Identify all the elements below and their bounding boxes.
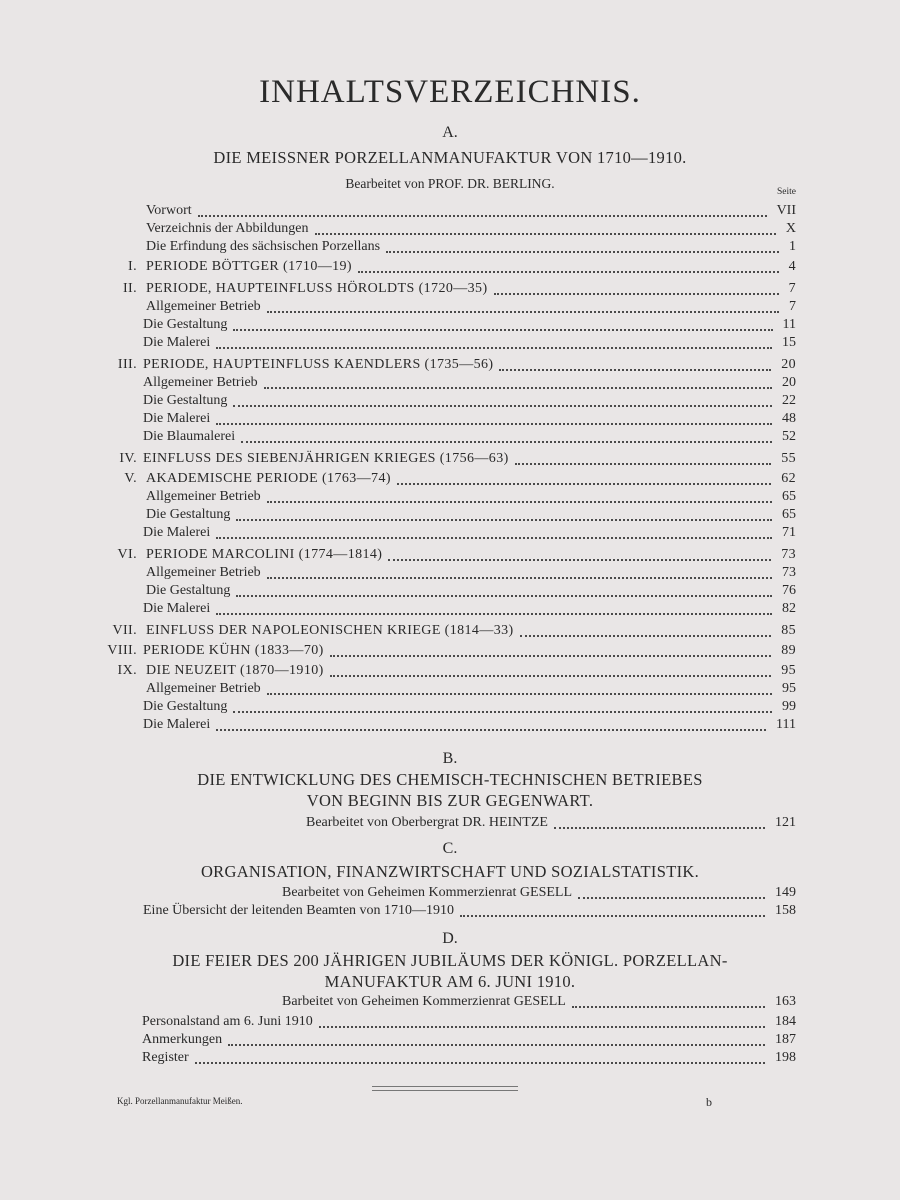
toc-entry-title: Allgemeiner Betrieb [146,489,261,504]
toc-entry-page: 121 [775,815,796,830]
toc-entry-title: Bearbeitet von Geheimen Kommerzienrat GESELL [282,885,573,900]
toc-entry-page: 7 [788,281,796,296]
toc-entry [0,428,900,446]
dot-leader [330,657,771,677]
toc-entry-title: Die Blaumalerei [143,429,236,444]
page-title: INHALTSVERZEICHNIS. [259,74,641,110]
section-b-letter: B. [442,750,458,767]
toc-entry-page: 158 [775,903,796,918]
toc-entry-page: 89 [781,643,796,658]
section-d-letter: D. [442,930,458,947]
dot-leader [267,293,779,313]
dot-leader [216,405,772,425]
toc-entry-title: Eine Übersicht der leitenden Beamten von 1710—1910 [143,903,455,918]
toc-entry-page: 111 [776,717,796,732]
toc-entry-page: 11 [782,317,796,332]
toc-entry-page: 65 [782,489,796,504]
toc-entry-title: Verzeichnis der Abbildungen [146,221,309,236]
toc-entry-title: DIE NEUZEIT (1870—1910) [146,663,324,678]
toc-entry-number: VII. [112,623,137,638]
toc-entry-page: 65 [782,507,796,522]
section-c-letter: C. [442,840,458,857]
toc-entry-title: Die Gestaltung [143,393,228,408]
toc-entry-title: Allgemeiner Betrieb [143,375,258,390]
toc-entry-page: 15 [782,335,796,350]
dot-leader [388,541,771,561]
toc-entry [0,814,900,832]
section-b-heading-line2: VON BEGINN BIS ZUR GEGENWART. [306,791,594,810]
toc-entry-number: III. [117,357,137,372]
toc-entry-page: 62 [781,471,796,486]
dot-leader [494,275,779,295]
section-a-letter: A. [442,124,458,141]
toc-entry-title: PERIODE, HAUPTEINFLUSS KAENDLERS (1735—56) [143,357,494,372]
section-a-byline: Bearbeitet von PROF. DR. BERLING. [345,176,555,191]
toc-entry-title: EINFLUSS DES SIEBENJÄHRIGEN KRIEGES (1756—63) [143,451,509,466]
dot-leader [195,1044,765,1064]
toc-entry-page: 198 [775,1050,796,1065]
toc-entry-title: Die Malerei [143,335,211,350]
toc-entry-title: Barbeitet von Geheimen Kommerzienrat GESELL [282,994,566,1009]
toc-entry-page: 22 [782,393,796,408]
section-c-heading: ORGANISATION, FINANZWIRTSCHAFT UND SOZIALSTATISTIK. [200,862,700,881]
toc-entry-page: 85 [781,623,796,638]
toc-entry-page: 52 [782,429,796,444]
toc-entry-page: 55 [781,451,796,466]
toc-entry-title: Die Gestaltung [146,583,231,598]
dot-leader [520,617,771,637]
toc-entry-page: 149 [775,885,796,900]
toc-entry-title: Register [142,1050,189,1065]
toc-entry-title: EINFLUSS DER NAPOLEONISCHEN KRIEGE (1814—33) [146,623,514,638]
dot-leader [216,711,766,731]
toc-entry-number: II. [122,281,137,296]
toc-entry-page: 7 [789,299,796,314]
dot-leader [397,465,771,485]
toc-entry-title: Die Malerei [143,601,211,616]
dot-leader [267,559,772,579]
toc-entry-number: VI. [117,547,137,562]
toc-entry-title: Anmerkungen [142,1032,223,1047]
toc-entry-number: I. [128,259,137,274]
toc-entry-page: 82 [782,601,796,616]
dot-leader [315,215,776,235]
toc-entry-title: Allgemeiner Betrieb [146,681,261,696]
dot-leader [216,595,772,615]
toc-entry [0,1049,900,1067]
toc-entry-title: Die Malerei [143,525,211,540]
footer-signature: b [706,1095,712,1109]
toc-entry-title: Allgemeiner Betrieb [146,565,261,580]
dot-leader [198,197,767,217]
seite-label: Seite [777,187,796,197]
section-b-heading-line1: DIE ENTWICKLUNG DES CHEMISCH-TECHNISCHEN BETRIEBES [197,770,703,789]
dot-leader [236,577,772,597]
toc-entry-page: 187 [775,1032,796,1047]
toc-entry-page: 48 [782,411,796,426]
toc-entry-title: PERIODE MARCOLINI (1774—1814) [146,547,383,562]
dot-leader [319,1008,765,1028]
toc-entry-title: Die Erfindung des sächsischen Porzellans [146,239,381,254]
dot-leader [572,988,765,1008]
dot-leader [216,329,772,349]
toc-entry-page: 95 [782,681,796,696]
toc-entry-number: IV. [119,451,137,466]
toc-entry-number: V. [124,471,137,486]
toc-entry [0,600,900,618]
toc-entry [0,258,900,276]
toc-entry-page: 163 [775,994,796,1009]
toc-entry-title: PERIODE KÜHN (1833—70) [143,643,324,658]
toc-entry-title: Die Gestaltung [146,507,231,522]
dot-leader [578,879,765,899]
section-a-heading: DIE MEISSNER PORZELLANMANUFAKTUR VON 1710—1910. [213,148,687,167]
dot-leader [267,483,772,503]
toc-entry-title: AKADEMISCHE PERIODE (1763—74) [146,471,391,486]
toc-entry [0,902,900,920]
toc-entry-title: Die Gestaltung [143,317,228,332]
toc-entry-page: 99 [782,699,796,714]
toc-entry-page: 73 [782,565,796,580]
dot-leader [228,1026,765,1046]
dot-leader [233,387,772,407]
toc-entry-page: VII [776,203,796,218]
toc-entry-page: 95 [781,663,796,678]
dot-leader [330,637,771,657]
dot-leader [264,369,772,389]
toc-entry-title: PERIODE, HAUPTEINFLUSS HÖROLDTS (1720—35) [146,281,488,296]
toc-entry-page: 20 [782,375,796,390]
dot-leader [216,519,772,539]
toc-entry-page: 1 [789,239,796,254]
dot-leader [233,311,773,331]
toc-entry-title: Die Malerei [143,411,211,426]
toc-entry-page: 184 [775,1014,796,1029]
dot-leader [499,351,771,371]
toc-entry-page: 73 [781,547,796,562]
section-d-heading-line2: MANUFAKTUR AM 6. JUNI 1910. [324,972,576,991]
toc-entry-page: 71 [782,525,796,540]
dot-leader [460,897,765,917]
toc-entry-title: Personalstand am 6. Juni 1910 [142,1014,313,1029]
toc-entry-page: X [785,221,796,236]
toc-entry-title: Bearbeitet von Oberbergrat DR. HEINTZE [306,815,548,830]
toc-entry-title: PERIODE BÖTTGER (1710—19) [146,259,352,274]
toc-entry-number: IX. [117,663,137,678]
dot-leader [554,809,765,829]
toc-entry [0,884,900,902]
toc-entry [0,524,900,542]
dot-leader [236,501,772,521]
toc-entry [0,716,900,734]
footer-publisher: Kgl. Porzellanmanufaktur Meißen. [117,1096,243,1106]
toc-entry-page: 20 [781,357,796,372]
toc-entry-title: Allgemeiner Betrieb [146,299,261,314]
toc-entry-title: Vorwort [146,203,192,218]
toc-entry-number: VIII. [107,643,137,658]
section-d-heading-line1: DIE FEIER DES 200 JÄHRIGEN JUBILÄUMS DER KÖNIGL. PORZELLAN- [172,951,728,970]
dot-leader [358,253,779,273]
dot-leader [241,423,772,443]
toc-entry-title: Die Gestaltung [143,699,228,714]
footer-rule [372,1086,518,1091]
toc-entry-page: 4 [788,259,796,274]
dot-leader [233,693,772,713]
dot-leader [386,233,779,253]
dot-leader [515,445,771,465]
toc-entry-page: 76 [782,583,796,598]
toc-entry [0,334,900,352]
toc-entry-title: Die Malerei [143,717,211,732]
dot-leader [267,675,772,695]
